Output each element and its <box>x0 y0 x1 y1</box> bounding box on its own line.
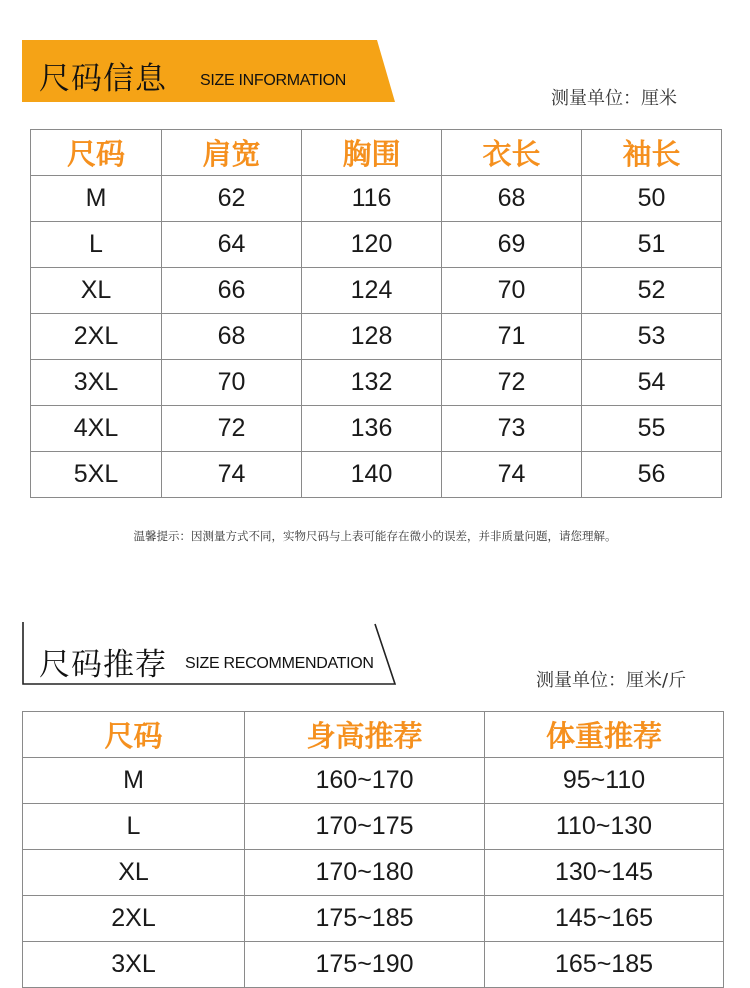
cell-height: 160~170 <box>245 758 485 804</box>
header-length: 衣长 <box>442 130 582 176</box>
cell-shoulder: 64 <box>162 222 302 268</box>
cell-length: 71 <box>442 314 582 360</box>
cell-height: 170~180 <box>245 850 485 896</box>
table-row <box>23 758 724 804</box>
size-rec-table <box>22 711 724 988</box>
cell-size: M <box>23 758 245 804</box>
size-rec-title-cn: 尺码推荐 <box>39 647 167 683</box>
cell-shoulder: 72 <box>162 406 302 452</box>
cell-weight: 110~130 <box>485 804 724 850</box>
cell-size: L <box>23 804 245 850</box>
measurement-tip: 温馨提示：因测量方式不同，实物尺码与上表可能存在微小的误差，并非质量问题，请您理解。 <box>133 529 617 543</box>
cell-height: 175~190 <box>245 942 485 988</box>
size-rec-header-row <box>23 712 724 758</box>
cell-chest: 128 <box>302 314 442 360</box>
cell-weight: 165~185 <box>485 942 724 988</box>
header-size: 尺码 <box>23 712 245 758</box>
cell-length: 73 <box>442 406 582 452</box>
cell-length: 68 <box>442 176 582 222</box>
table-row <box>31 406 722 452</box>
cell-size: 4XL <box>31 406 162 452</box>
cell-weight: 130~145 <box>485 850 724 896</box>
cell-length: 69 <box>442 222 582 268</box>
cell-size: XL <box>23 850 245 896</box>
cell-weight: 95~110 <box>485 758 724 804</box>
header-sleeve: 袖长 <box>582 130 722 176</box>
cell-sleeve: 55 <box>582 406 722 452</box>
cell-chest: 124 <box>302 268 442 314</box>
cell-shoulder: 70 <box>162 360 302 406</box>
cell-size: XL <box>31 268 162 314</box>
cell-shoulder: 62 <box>162 176 302 222</box>
table-row <box>23 942 724 988</box>
size-rec-title-en: SIZE RECOMMENDATION <box>185 655 374 672</box>
header-height: 身高推荐 <box>245 712 485 758</box>
table-row <box>23 850 724 896</box>
cell-chest: 136 <box>302 406 442 452</box>
cell-shoulder: 66 <box>162 268 302 314</box>
cell-size: 3XL <box>23 942 245 988</box>
cell-chest: 116 <box>302 176 442 222</box>
cell-sleeve: 50 <box>582 176 722 222</box>
table-row <box>23 804 724 850</box>
cell-shoulder: 74 <box>162 452 302 498</box>
cell-sleeve: 56 <box>582 452 722 498</box>
header-shoulder: 肩宽 <box>162 130 302 176</box>
cell-height: 175~185 <box>245 896 485 942</box>
header-weight: 体重推荐 <box>485 712 724 758</box>
cell-height: 170~175 <box>245 804 485 850</box>
size-info-unit: 测量单位：厘米 <box>551 88 677 109</box>
table-row <box>31 268 722 314</box>
cell-size: 2XL <box>31 314 162 360</box>
table-row <box>31 176 722 222</box>
size-info-banner <box>22 40 402 106</box>
size-rec-banner <box>22 622 402 688</box>
table-row <box>31 314 722 360</box>
cell-weight: 145~165 <box>485 896 724 942</box>
cell-chest: 140 <box>302 452 442 498</box>
cell-size: 5XL <box>31 452 162 498</box>
cell-length: 72 <box>442 360 582 406</box>
cell-sleeve: 52 <box>582 268 722 314</box>
cell-length: 70 <box>442 268 582 314</box>
cell-shoulder: 68 <box>162 314 302 360</box>
table-row <box>31 222 722 268</box>
cell-sleeve: 54 <box>582 360 722 406</box>
cell-chest: 132 <box>302 360 442 406</box>
size-info-header-row <box>31 130 722 176</box>
size-info-title-en: SIZE INFORMATION <box>200 72 347 89</box>
header-size: 尺码 <box>31 130 162 176</box>
cell-sleeve: 53 <box>582 314 722 360</box>
table-row <box>31 360 722 406</box>
cell-size: L <box>31 222 162 268</box>
table-row <box>31 452 722 498</box>
header-chest: 胸围 <box>302 130 442 176</box>
cell-size: M <box>31 176 162 222</box>
size-info-title-cn: 尺码信息 <box>39 61 167 97</box>
size-info-table <box>30 129 722 498</box>
size-rec-unit: 测量单位：厘米/斤 <box>536 670 687 691</box>
cell-length: 74 <box>442 452 582 498</box>
cell-sleeve: 51 <box>582 222 722 268</box>
table-row <box>23 896 724 942</box>
cell-chest: 120 <box>302 222 442 268</box>
cell-size: 3XL <box>31 360 162 406</box>
cell-size: 2XL <box>23 896 245 942</box>
